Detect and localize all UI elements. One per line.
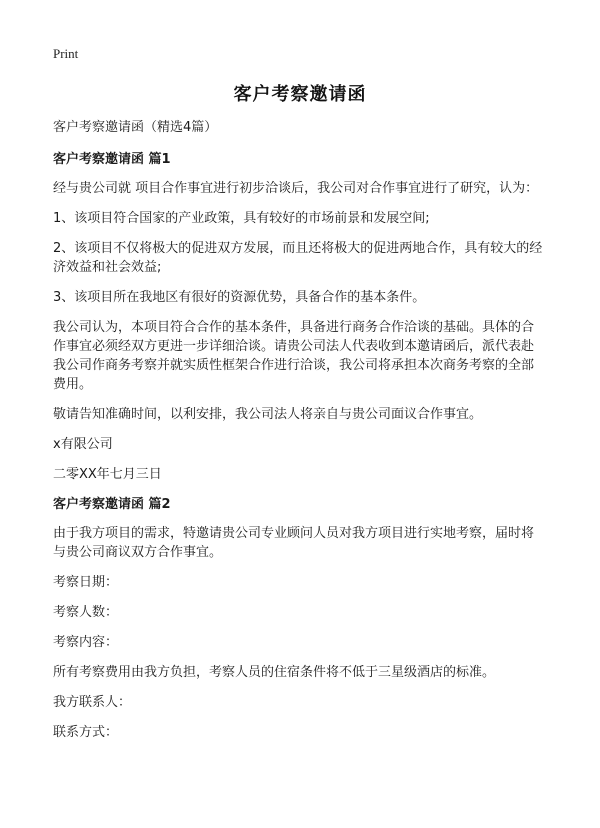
section-1-company: x有限公司 [53,437,113,452]
section-1-closing: 敬请告知准确时间，以利安排，我公司法人将亲自与贵公司面议合作事宜。 [53,407,483,422]
section-2-date-label: 考察日期： [53,575,119,590]
section-2-content-label: 考察内容： [53,635,119,650]
section-2-heading: 客户考察邀请函 篇2 [53,497,171,512]
section-1-date: 二零XX年七月三日 [53,467,162,482]
section-1-point-1: 1、该项目符合国家的产业政策，具有较好的市场前景和发展空间; [53,211,430,226]
section-2-expenses: 所有考察费用由我方负担，考察人员的住宿条件将不低于三星级酒店的标准。 [53,665,496,680]
document-body [53,118,545,753]
document-subtitle: 客户考察邀请函（精选4篇） [53,120,218,135]
section-1-heading: 客户考察邀请函 篇1 [53,152,171,167]
page-title: 客户考察邀请函 [233,84,367,105]
section-1-body: 我公司认为，本项目符合合作的基本条件，具备进行商务合作洽谈的基础。具体的合作事宜必须经双方更进一步详细洽谈。请贵公司法人代表收到本邀请函后，派代表赴我公司作商务考察并就实质性框架合作进行洽谈，我公司将承担本次商务考察的全部费用。 [53,320,535,392]
section-2-intro: 由于我方项目的需求，特邀请贵公司专业顾问人员对我方项目进行实地考察，届时将与贵公司商议双方合作事宜。 [53,526,535,560]
section-1-intro: 经与贵公司就 项目合作事宜进行初步洽谈后，我公司对合作事宜进行了研究，认为： [53,181,539,196]
section-1-point-3: 3、该项目所在我地区有很好的资源优势，具备合作的基本条件。 [53,290,426,305]
print-link[interactable]: Print [53,46,79,61]
section-2-contact-person-label: 我方联系人： [53,695,132,710]
section-2-count-label: 考察人数： [53,605,119,620]
section-1-point-2: 2、该项目不仅将极大的促进双方发展，而且还将极大的促进两地合作，具有较大的经济效益和社会效益; [53,241,543,275]
section-2-contact-method-label: 联系方式： [53,725,119,740]
